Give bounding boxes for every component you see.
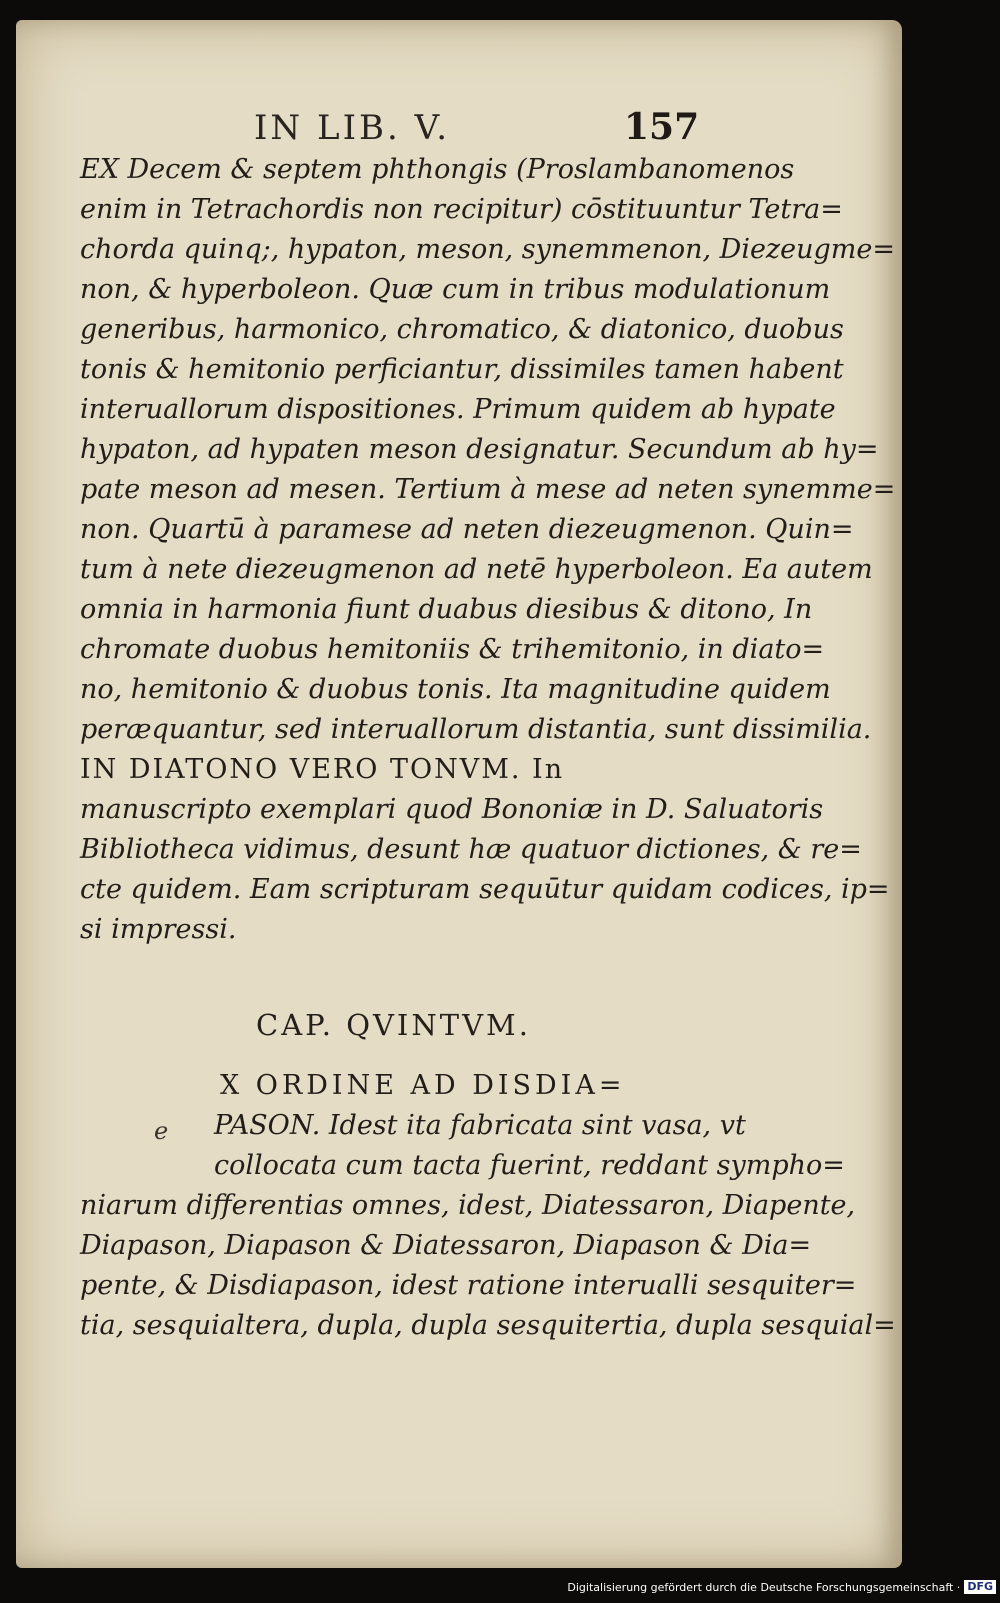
text-line: enim in Tetrachordis non recipitur) cōstituuntur Tetra=	[80, 194, 843, 225]
initial-letter-guide: e	[154, 1117, 169, 1145]
digitization-credit	[567, 1577, 996, 1597]
text-line: manuscripto exemplari quod Bononiæ in D. Saluatoris	[80, 794, 824, 825]
text-line: omnia in harmonia fiunt duabus diesibus & ditono, In	[80, 594, 813, 625]
chapter-text	[80, 1066, 896, 1346]
book-page	[16, 20, 902, 1568]
dfg-logo: DFG	[964, 1580, 996, 1594]
text-line: pente, & Disdiapason, idest ratione interualli sesquiter=	[80, 1270, 857, 1301]
text-line: si impressi.	[80, 914, 237, 945]
lemma-line: IN DIATONO VERO TONVM. In	[80, 754, 565, 785]
text-line: chromate duobus hemitoniis & trihemitonio, in diato=	[80, 634, 825, 665]
text-line: cte quidem. Eam scripturam sequūtur quidam codices, ip=	[80, 874, 890, 905]
text-line: niarum differentias omnes, idest, Diatessaron, Diapente,	[80, 1190, 856, 1221]
running-head: IN LIB. V.	[254, 108, 451, 148]
text-line: tum à nete diezeugmenon ad netē hyperboleon. Ea autem	[80, 554, 873, 585]
text-line: tonis & hemitonio perficiantur, dissimiles tamen habent	[80, 354, 844, 385]
text-line: pate meson ad mesen. Tertium à mese ad neten synemme=	[80, 474, 896, 505]
text-line: non, & hyperboleon. Quæ cum in tribus modulationum	[80, 274, 831, 305]
text-line: collocata cum tacta fuerint, reddant sympho=	[214, 1150, 845, 1181]
text-line: Diapason, Diapason & Diatessaron, Diapason & Dia=	[80, 1230, 812, 1261]
text-line: hypaton, ad hypaten meson designatur. Secundum ab hy=	[80, 434, 879, 465]
chapter-heading: CAP. QVINTVM.	[256, 1008, 531, 1042]
text-line: PASON. Idest ita fabricata sint vasa, vt	[214, 1110, 746, 1141]
text-line: generibus, harmonico, chromatico, & diatonico, duobus	[80, 314, 844, 345]
text-line: interuallorum dispositiones. Primum quidem ab hypate	[80, 394, 836, 425]
body-text	[80, 150, 896, 950]
text-line: no, hemitonio & duobus tonis. Ita magnitudine quidem	[80, 674, 831, 705]
text-line: peræquantur, sed interuallorum distantia, sunt dissimilia.	[80, 714, 872, 745]
text-line: chorda quinq;, hypaton, meson, synemmenon, Diezeugme=	[80, 234, 896, 265]
text-line: Bibliotheca vidimus, desunt hæ quatuor dictiones, & re=	[80, 834, 862, 865]
credit-text: Digitalisierung gefördert durch die Deutsche Forschungsgemeinschaft ·	[567, 1580, 961, 1594]
text-line: X ORDINE AD DISDIA=	[220, 1070, 626, 1101]
text-line: EX Decem & septem phthongis (Proslambanomenos	[80, 154, 795, 185]
text-line: tia, sesquialtera, dupla, dupla sesquitertia, dupla sesquial=	[80, 1310, 896, 1341]
text-line: non. Quartū à paramese ad neten diezeugmenon. Quin=	[80, 514, 854, 545]
page-header	[16, 92, 902, 152]
page-number: 157	[624, 106, 700, 148]
